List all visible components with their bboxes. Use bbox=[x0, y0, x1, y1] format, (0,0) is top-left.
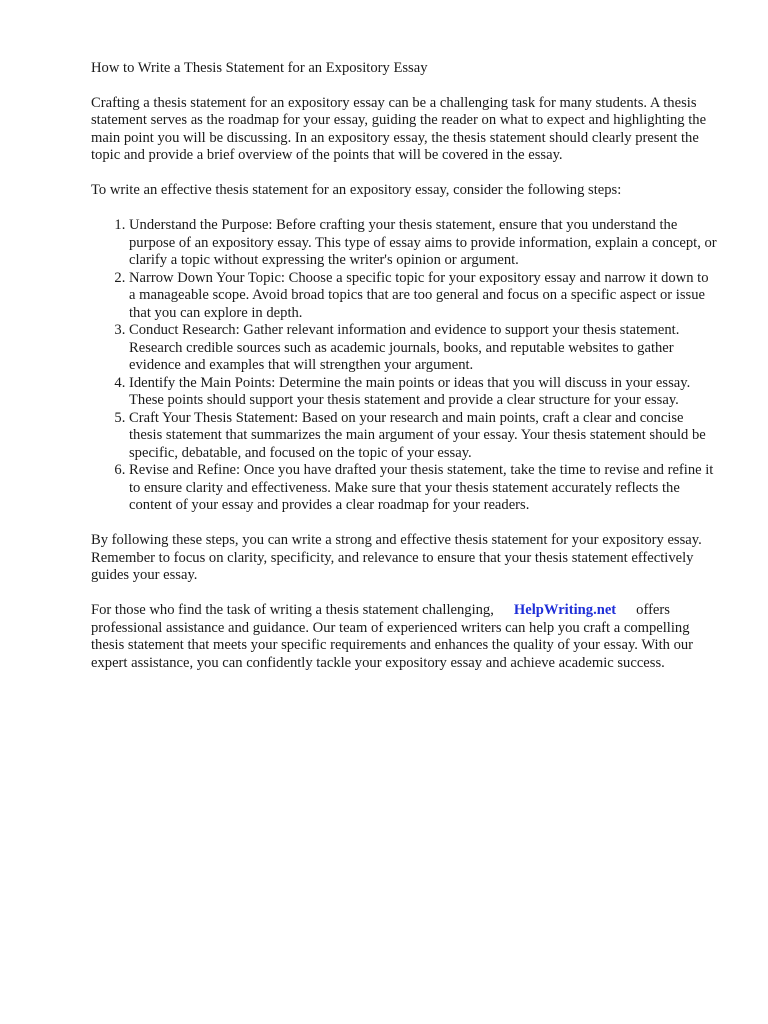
step-item: 5. Craft Your Thesis Statement: Based on your research and main points, craft a clear and concise thesis statement that summarizes the main argument of your essay. Your thesis statement should be specific, debatable, and focused on the topic of your essay. bbox=[129, 410, 717, 463]
steps-intro-paragraph: To write an effective thesis statement for an expository essay, consider the following steps: bbox=[91, 182, 622, 198]
step-item: 4. Identify the Main Points: Determine the main points or ideas that you will discuss in your essay. These points should support your thesis statement and provide a clear structure for your essay. bbox=[129, 375, 717, 410]
intro-paragraph: Crafting a thesis statement for an expository essay can be a challenging task for many students. A thesis statement serves as the roadmap for your essay, guiding the reader on what to expect and highlighting the main point you will be discussing. In an expository essay, the thesis statement should clearly present the topic and provide a brief overview of the points that will be covered in the essay. bbox=[91, 94, 707, 163]
step-item: 6. Revise and Refine: Once you have drafted your thesis statement, take the time to revise and refine it to ensure clarity and effectiveness. Make sure that your thesis statement accurately reflects the content of your essay and provides a clear roadmap for your readers. bbox=[129, 462, 717, 515]
promo-text-before: For those who find the task of writing a thesis statement challenging, bbox=[91, 602, 494, 618]
step-item: 1. Understand the Purpose: Before crafting your thesis statement, ensure that you understand the purpose of an expository essay. This type of essay aims to provide information, explain a concept, or clarify a topic without expressing the writer's opinion or argument. bbox=[129, 217, 717, 270]
promo-paragraph bbox=[91, 602, 717, 672]
steps-list bbox=[91, 217, 717, 515]
promo-text-after: offers professional assistance and guidance. Our team of experienced writers can help you craft a compelling thesis statement that meets your specific requirements and enhances the quality of your essay. With our expert assistance, you can confidently tackle your expository essay and achieve academic success. bbox=[91, 602, 694, 671]
helpwriting-link[interactable]: HelpWriting.net bbox=[513, 602, 617, 618]
document-page bbox=[91, 60, 717, 690]
step-item: 3. Conduct Research: Gather relevant information and evidence to support your thesis statement. Research credible sources such as academic journals, books, and reputable websites to gather evidence and examples that will strengthen your argument. bbox=[129, 322, 717, 375]
document-title: How to Write a Thesis Statement for an Expository Essay bbox=[91, 60, 428, 76]
conclusion-paragraph: By following these steps, you can write a strong and effective thesis statement for your expository essay. Remember to focus on clarity, specificity, and relevance to ensure that your thesis statement effectively guides your essay. bbox=[91, 532, 702, 583]
step-item: 2. Narrow Down Your Topic: Choose a specific topic for your expository essay and narrow it down to a manageable scope. Avoid broad topics that are too general and focus on a specific aspect or issue that you can explore in depth. bbox=[129, 270, 717, 323]
